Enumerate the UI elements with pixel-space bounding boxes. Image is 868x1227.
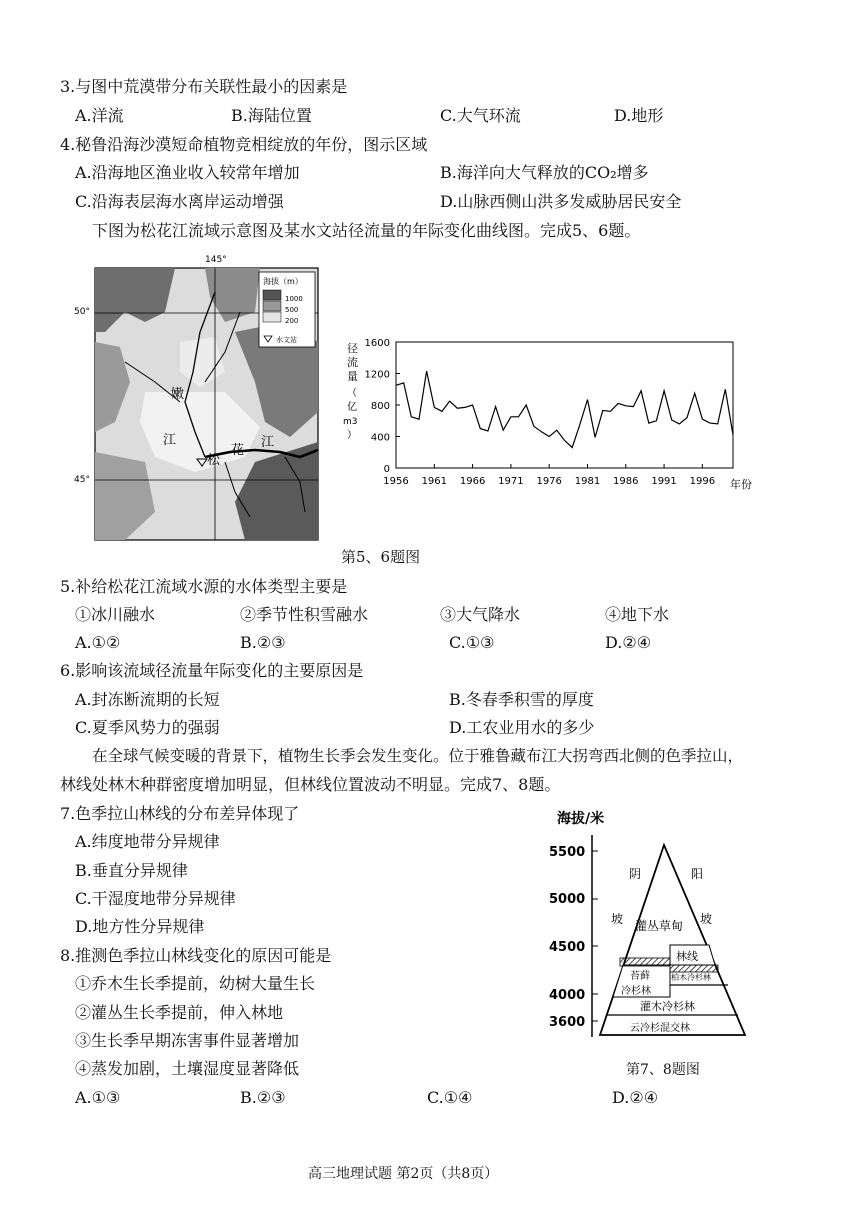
chart-xtick-label: 1986 (613, 476, 639, 487)
label-sunny-2: 坡 (700, 912, 713, 926)
map-lon-label: 145° (205, 255, 227, 265)
q8-item-2: ②灌丛生长季提前，伸入林地 (75, 1003, 284, 1022)
label-moss-fir: 冷杉林 (621, 986, 651, 997)
q4-option-b: B.海洋向大气释放的CO₂增多 (440, 163, 649, 182)
q8-stem: 8.推测色季拉山林线变化的原因可能是 (60, 946, 332, 965)
diagram-ytick-3600: 3600 (549, 1015, 586, 1030)
map-lat-bottom: 45° (74, 475, 90, 485)
q4-option-a: A.沿海地区渔业收入较常年增加 (75, 163, 300, 182)
q6-option-d: D.工农业用水的多少 (449, 718, 595, 737)
intro-7-8-line1: 在全球气候变暖的背景下，植物生长季会发生变化。位于雅鲁藏布江大拐弯西北侧的色季拉山， (92, 747, 744, 765)
chart-ylabel-6: m3 (343, 417, 358, 427)
q3-option-b: B.海陆位置 (231, 106, 312, 125)
q4-stem: 4.秘鲁沿海沙漠短命植物竞相绽放的年份，图示区域 (60, 135, 428, 154)
q7-option-b: B.垂直分异规律 (75, 861, 188, 880)
vegetation-zone-diagram (545, 805, 760, 1045)
label-cypress-fir: 柏木冷杉林 (671, 973, 711, 982)
map-river-char-4: 花 (231, 443, 245, 458)
caption-7-8: 第7、8题图 (626, 1062, 700, 1078)
q8-item-1: ①乔木生长季提前，幼树大量生长 (75, 974, 316, 993)
legend-level-200: 200 (285, 317, 299, 325)
q8-option-d: D.②④ (612, 1088, 659, 1107)
intro-7-8-line2: 林线处林木种群密度增加明显，但林线位置波动不明显。完成7、8题。 (60, 775, 561, 794)
q5-option-b: B.②③ (240, 633, 286, 652)
diagram-ylabel: 海拔/米 (557, 811, 605, 827)
q3-option-c: C.大气环流 (440, 106, 521, 125)
chart-xtick-label: 1961 (421, 476, 448, 487)
diagram-ytick-4500: 4500 (549, 940, 586, 955)
chart-xtick-label: 1991 (651, 476, 677, 487)
label-treeline: 林线 (676, 950, 698, 963)
songhua-river-map (74, 252, 325, 547)
chart-ytick-label: 1600 (364, 338, 390, 349)
q8-option-c: C.①④ (427, 1088, 473, 1107)
q5-option-a: A.①② (75, 633, 121, 652)
q5-item-1: ①冰川融水 (75, 605, 156, 624)
diagram-ytick-5000: 5000 (549, 892, 586, 907)
chart-ylabel-2: 流 (347, 356, 358, 369)
q3-stem: 3.与图中荒漠带分布关联性最小的因素是 (60, 77, 348, 96)
legend-title: 海拔（m） (263, 277, 303, 286)
map-lat-top: 50° (74, 307, 90, 317)
chart-xtick-label: 1996 (689, 476, 716, 487)
chart-ylabel-5: 亿 (347, 402, 357, 413)
label-moss: 苔藓 (630, 971, 650, 982)
chart-series-line (396, 371, 733, 447)
label-shrub-meadow: 灌丛草甸 (635, 919, 684, 933)
q8-item-4: ④蒸发加剧，土壤湿度显著降低 (75, 1059, 300, 1078)
label-sunny-1: 阳 (691, 867, 704, 881)
legend-level-1000: 1000 (285, 295, 303, 303)
map-river-char-1: 嫩 (171, 387, 185, 402)
q6-stem: 6.影响该流域径流量年际变化的主要原因是 (60, 661, 364, 680)
q4-option-d: D.山脉西侧山洪多发威胁居民安全 (440, 192, 682, 211)
q5-item-3: ③大气降水 (440, 605, 521, 624)
legend-level-500: 500 (285, 306, 299, 314)
map-river-char-5: 江 (261, 435, 275, 450)
label-shady-1: 阴 (629, 867, 642, 881)
q5-item-2: ②季节性积雪融水 (240, 605, 369, 624)
chart-xtick-label: 1981 (574, 476, 601, 487)
chart-ylabel-3: 量 (347, 370, 358, 383)
q6-option-b: B.冬春季积雪的厚度 (449, 690, 594, 709)
q8-option-b: B.②③ (240, 1088, 286, 1107)
diagram-ytick-4000: 4000 (549, 988, 586, 1003)
page-footer: 高三地理试题 第2页（共8页） (308, 1166, 499, 1182)
caption-5-6: 第5、6题图 (341, 548, 421, 566)
runoff-line-chart (338, 330, 763, 495)
label-shady-2: 坡 (611, 912, 624, 926)
map-river-char-2: 江 (163, 433, 177, 448)
q7-stem: 7.色季拉山林线的分布差异体现了 (60, 804, 300, 823)
q5-stem: 5.补给松花江流域水源的水体类型主要是 (60, 577, 348, 596)
chart-ytick-label: 0 (383, 464, 390, 475)
q8-option-a: A.①③ (75, 1088, 121, 1107)
chart-xtick-label: 1971 (498, 476, 524, 487)
q3-option-a: A.洋流 (75, 106, 124, 125)
intro-5-6: 下图为松花江流域示意图及某水文站径流量的年际变化曲线图。完成5、6题。 (92, 221, 641, 240)
chart-ytick-label: 400 (370, 432, 390, 444)
chart-ylabel-4: （ (347, 388, 357, 399)
q3-option-d: D.地形 (614, 106, 664, 125)
q7-option-c: C.干湿度地带分异规律 (75, 889, 236, 908)
chart-ytick-label: 1200 (364, 369, 390, 381)
q6-option-a: A.封冻断流期的长短 (75, 690, 220, 709)
chart-ytick-label: 800 (370, 401, 390, 412)
q4-option-c: C.沿海表层海水离岸运动增强 (75, 192, 284, 211)
map-river-char-3: 松 (207, 453, 221, 468)
chart-xlabel: 年份 (730, 478, 752, 491)
q7-option-d: D.地方性分异规律 (75, 917, 205, 936)
chart-xtick-label: 1976 (536, 476, 562, 487)
q7-option-a: A.纬度地带分异规律 (75, 832, 220, 851)
q8-item-3: ③生长季早期冻害事件显著增加 (75, 1031, 300, 1050)
q5-item-4: ④地下水 (605, 605, 670, 624)
q5-option-c: C.①③ (449, 633, 495, 652)
label-shrub-fir: 灌木冷杉林 (640, 1000, 695, 1013)
diagram-ytick-5500: 5500 (549, 845, 586, 860)
chart-xtick-label: 1966 (459, 476, 486, 487)
chart-xtick-label: 1956 (383, 476, 409, 487)
chart-ylabel-1: 径 (347, 342, 358, 355)
q5-option-d: D.②④ (605, 633, 652, 652)
chart-ylabel-7: ） (347, 430, 357, 441)
label-mixed-forest: 云冷杉混交林 (630, 1023, 690, 1034)
q6-option-c: C.夏季风势力的强弱 (75, 718, 220, 737)
legend-station-label: 水文站 (276, 336, 297, 344)
